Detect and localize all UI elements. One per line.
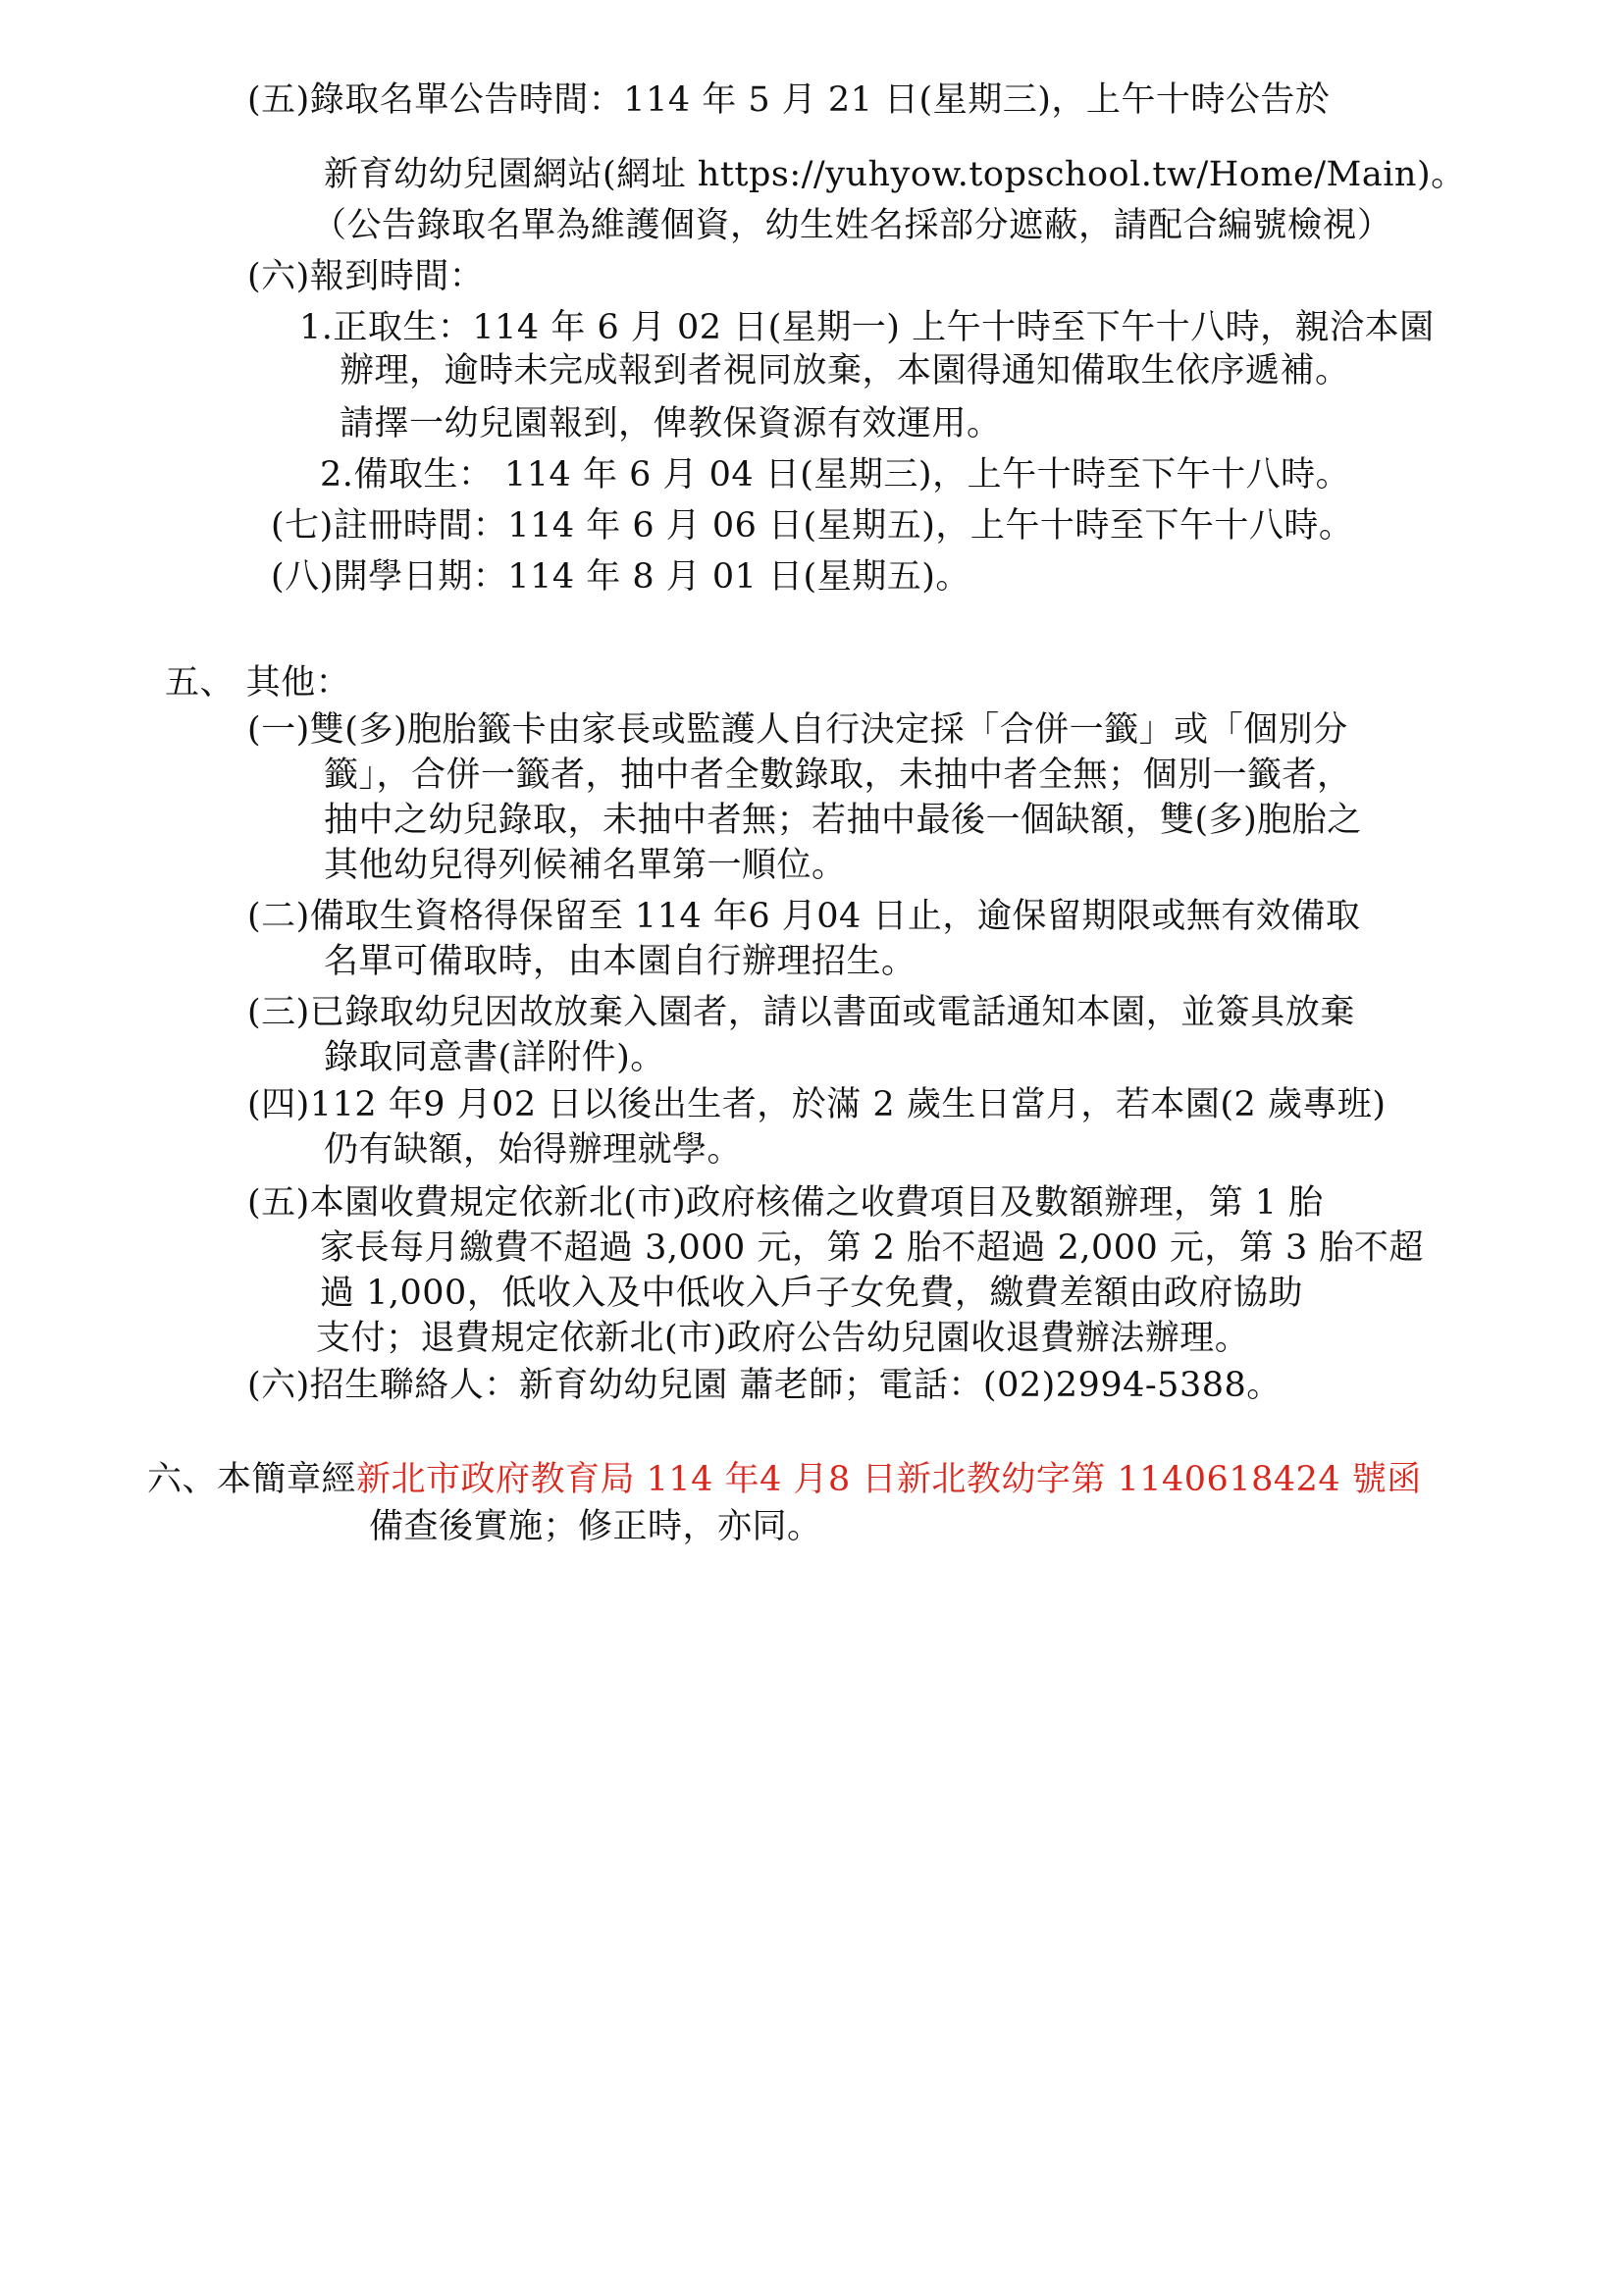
s4-item5-line2: 新育幼幼兒園網站(網址 https://yuhyow.topschool.tw/Home/Main)。: [324, 155, 1466, 194]
s5-item4-line1: (四)112 年9 月02 日以後出生者，於滿 2 歲生日當月，若本園(2 歲專班): [247, 1085, 1387, 1124]
s4-item8: (八)開學日期：114 年 8 月 01 日(星期五)。: [271, 557, 970, 597]
s5-item6: (六)招生聯絡人：新育幼幼兒園 蕭老師；電話：(02)2994-5388。: [247, 1366, 1282, 1405]
s5-item1-line4: 其他幼兒得列候補名單第一順位。: [324, 846, 847, 885]
s4-item7: (七)註冊時間：114 年 6 月 06 日(星期五)，上午十時至下午十八時。: [271, 506, 1354, 546]
s5-item1-line3: 抽中之幼兒錄取，未抽中者無；若抽中最後一個缺額，雙(多)胞胎之: [324, 801, 1362, 840]
s5-item2-line2: 名單可備取時，由本園自行辦理招生。: [324, 942, 917, 981]
s6-prefix: 六、本簡章經: [147, 1460, 357, 1499]
s5-item5-line4: 支付；退費規定依新北(市)政府公告幼兒園收退費辦法辦理。: [316, 1319, 1250, 1358]
s6-line2: 備查後實施；修正時，亦同。: [369, 1507, 822, 1546]
s4-item5-line1: (五)錄取名單公告時間：114 年 5 月 21 日(星期三)，上午十時公告於: [247, 80, 1331, 120]
s5-item4-line2: 仍有缺額，始得辦理就學。: [324, 1130, 743, 1170]
s5-item1-line1: (一)雙(多)胞胎籤卡由家長或監護人自行決定採「合併一籤」或「個別分: [247, 710, 1348, 750]
s4-item6-sub1-line2: 辦理，逾時未完成報到者視同放棄，本園得通知備取生依序遞補。: [340, 351, 1350, 391]
s6-red-reference: 新北市政府教育局 114 年4 月8 日新北教幼字第 1140618424 號函: [356, 1460, 1422, 1499]
s5-item3-line1: (三)已錄取幼兒因故放棄入園者，請以書面或電話通知本園，並簽具放棄: [247, 993, 1355, 1032]
s5-item5-line3: 過 1,000，低收入及中低收入戶子女免費，繳費差額由政府協助: [320, 1274, 1303, 1313]
s5-item2-line1: (二)備取生資格得保留至 114 年6 月04 日止，逾保留期限或無有效備取: [247, 897, 1361, 936]
s5-item5-line2: 家長每月繳費不超過 3,000 元，第 2 胎不超過 2,000 元，第 3 胎不超: [320, 1228, 1424, 1268]
s4-item6-sub1-line1: 1.正取生：114 年 6 月 02 日(星期一) 上午十時至下午十八時，親洽本園: [299, 308, 1435, 347]
s4-item6-sub1-line3: 請擇一幼兒園報到，俾教保資源有效運用。: [340, 404, 1002, 443]
s4-item5-line3: （公告錄取名單為維護個資，幼生姓名採部分遮蔽，請配合編號檢視）: [312, 206, 1392, 245]
s5-heading: 五、 其他：: [165, 663, 351, 703]
s4-item6-heading: (六)報到時間：: [247, 257, 485, 296]
s6-line1: [147, 1458, 1422, 1501]
s5-item5-line1: (五)本園收費規定依新北(市)政府核備之收費項目及數額辦理，第 1 胎: [247, 1183, 1324, 1223]
s5-item3-line2: 錄取同意書(詳附件)。: [324, 1038, 665, 1077]
s5-item1-line2: 籤」，合併一籤者，抽中者全數錄取，未抽中者全無；個別一籤者，: [324, 756, 1352, 795]
s4-item6-sub2: 2.備取生： 114 年 6 月 04 日(星期三)，上午十時至下午十八時。: [320, 455, 1351, 495]
